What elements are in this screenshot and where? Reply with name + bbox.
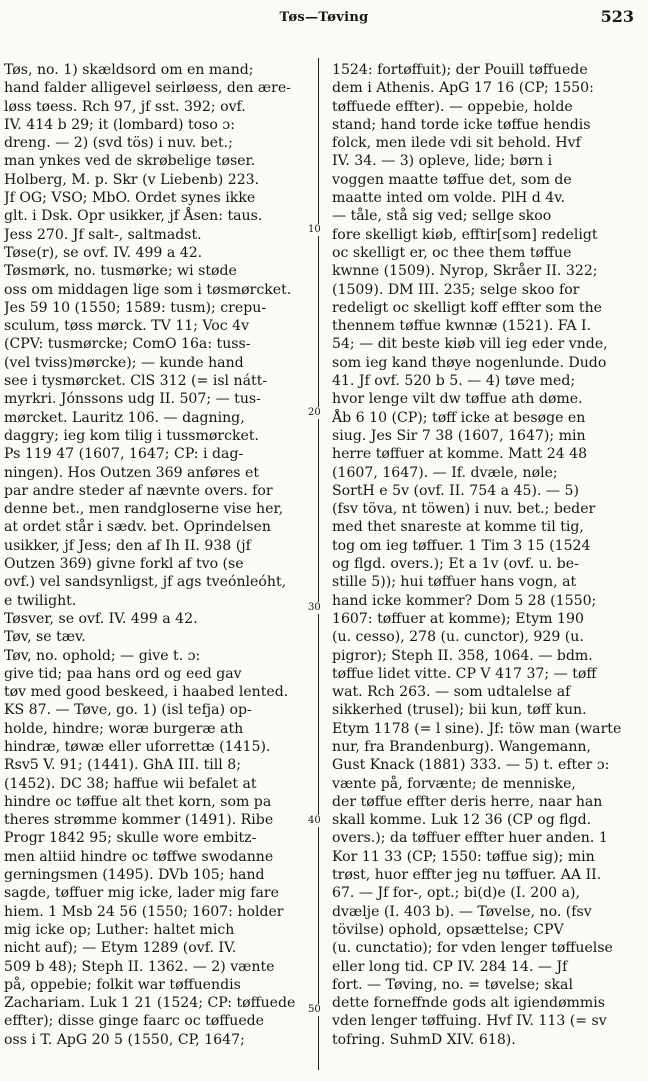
text-line: Kor 11 33 (CP; 1550: tøffue sig); min [332,848,595,865]
text-line: dreng. — 2) (svd tös) i nuv. bet.; [4,135,233,152]
text-line: denne bet., men randgloserne vise her, [4,501,284,518]
page-number: 523 [600,7,634,26]
text-line: gerningsmen (1495). DVb 105; hand [4,867,265,884]
running-head: Tøs—Tøving [279,10,369,25]
text-line: Tøsmørk, no. tusmørke; wi støde [4,263,237,280]
text-line: myrkri. Jónssons udg II. 507; — tus- [4,391,261,408]
text-line: skall komme. Luk 12 36 (CP og flgd. [332,812,592,829]
text-line: 1524: fortøffuit); der Pouill tøffuede [332,62,588,78]
text-line: Jess 270. Jf salt-, saltmadst. [4,226,202,243]
text-line: kwnne (1509). Nyrop, Skråer II. 322; [332,263,598,280]
text-line: og flgd. overs.); Et a 1v (ovf. u. be- [332,556,579,573]
text-line: sikkerhed (trusel); bii kun, tøff kun. [332,702,587,719]
text-line: Jes 59 10 (1550; 1589: tusm); crepu- [4,299,267,316]
page-header [0,6,648,30]
text-line: fore skelligt kiøb, efftir[som] redeligt [332,226,598,243]
text-line: wat. Rch 263. — som udtalelse af [332,684,571,701]
text-line: Gust Knack (1881) 333. — 5) t. efter ɔ: [332,757,610,774]
text-line: Outzen 369) givne forkl af tvo (se [4,556,244,573]
text-line: maatte inted om volde. PlH d 4v. [332,190,566,207]
text-line: herre tøffuer at komme. Matt 24 48 [332,446,588,463]
text-line: dvælje (I. 403 b). — Tøvelse, no. (fsv [332,903,592,920]
text-line: folck, men ilede vdi sit behold. Hvf [332,135,581,152]
right-column [332,61,643,1073]
text-line: stand; hand torde icke tøffue hendis [332,116,591,133]
text-line: Tøv, se tæv. [4,629,86,646]
text-line: med thet snareste at komme til tig, [332,519,584,536]
text-line: tøffuede effter). — oppebie, holde [332,98,573,115]
text-line: IV. 414 b 29; it (lombard) toso ɔ: [4,116,235,133]
text-line: man ynkes ved de skrøbelige tøser. [4,153,256,170]
text-line: glt. i Dsk. Opr usikker, jf Åsen: taus. [4,208,263,225]
text-line: voggen maatte tøffue det, som de [332,171,572,188]
text-line: 67. — Jf for-, opt.; bi(d)e (I. 200 a), [332,885,581,902]
text-line: redeligt oc skelligt koff effter som the [332,299,603,316]
text-line: fort. — Tøving, no. = tøvelse; skal [332,976,573,993]
text-line: 1607: tøffuer at komme); Etym 190 [332,610,584,627]
text-line: dette forneffnde gods alt igiendømmis [332,995,606,1012]
text-line: vænte på, forvænte; de menniske, [332,775,576,792]
line-number-10: 10 [308,224,330,236]
text-line: tofring. SuhmD XIV. 618). [332,1031,516,1048]
text-line: (fsv töva, nt töwen) i nuv. bet.; beder [332,501,596,518]
text-line: Etym 1178 (= l sine). Jf: töw man (warte [332,720,622,737]
line-number-40: 40 [308,815,330,827]
text-line: SortH e 5v (ovf. II. 754 a 45). — 5) [332,482,579,499]
text-line: Zachariam. Luk 1 21 (1524; CP: tøffuede [4,995,296,1012]
text-line: oss i T. ApG 20 5 (1550, CP, 1647; [4,1031,245,1048]
text-line: hiem. 1 Msb 24 56 (1550; 1607: holder [4,903,284,920]
text-line: thennem tøffue kwnnæ (1521). FA I. [332,318,592,335]
text-line: nicht auf); — Etym 1289 (ovf. IV. [4,940,237,957]
text-line: på, oppebie; folkit war tøffuendis [4,976,241,993]
column-divider [318,58,319,1070]
text-line: give tid; paa hans ord og eed gav [4,665,242,682]
text-line: som ieg kand thøye nogenlunde. Dudo [332,354,607,371]
text-line: løss tøess. Rch 97, jf sst. 392; ovf. [4,98,246,115]
text-line: usikker, jf Jess; den af Ih II. 938 (jf [4,537,251,554]
text-line: overs.); da tøffuer effter huer anden. 1 [332,830,608,847]
text-line: (1607, 1647). — If. dvæle, nøle; [332,464,558,481]
text-line: — tåle, stå sig ved; sellge skoo [332,208,552,225]
text-line: tog om ieg tøffuer. 1 Tim 3 15 (1524 [332,537,591,554]
left-column [4,61,306,1073]
text-line: stille 5)); hui tøffuer hans vogn, at [332,574,577,591]
text-line: e twilight. [4,592,77,609]
text-line: eller long tid. CP IV. 284 14. — Jf [332,958,568,975]
text-line: trøst, huor effter jeg nu tøffuer. AA II. [332,867,602,884]
text-line: mig icke op; Luther: haltet mich [4,921,235,938]
text-line: hand falder alligevel seirløess, den ære- [4,80,291,97]
text-line: Tøv, no. ophold; — give t. ɔ: [4,647,201,664]
text-line: Progr 1842 95; skulle wore embitz- [4,830,257,847]
text-line: oss om middagen lige som i tøsmørcket. [4,281,292,298]
text-line: vden lenger tøffuing. Hvf IV. 113 (= sv [332,1013,607,1030]
line-number-30: 30 [308,602,330,614]
text-line: (CPV: tusmørcke; ComO 16a: tuss- [4,336,251,353]
text-line: Rsv5 V. 91; (1441). GhA III. till 8; [4,757,241,774]
text-line: dem i Athenis. ApG 17 16 (CP; 1550: [332,80,594,97]
text-line: (u. cunctatio); for vden lenger tøffuelse [332,940,613,957]
text-line: Tøse(r), se ovf. IV. 499 a 42. [4,244,203,261]
line-number-50: 50 [308,1004,330,1016]
text-line: Tøs, no. 1) skældsord om en mand; [4,62,254,78]
text-line: Tøsver, se ovf. IV. 499 a 42. [4,610,198,627]
text-line: par andre steder af nævnte overs. for [4,482,273,499]
text-line: holde, hindre; woræ burgeræ ath [4,720,244,737]
text-line: tøv med good beskeed, i haabed lented. [4,684,289,701]
text-line: Ps 119 47 (1607, 1647; CP: i dag- [4,446,244,463]
line-number-20: 20 [308,407,330,419]
text-line: men altiid hindre oc tøffwe swodanne [4,848,274,865]
text-line: at ordet står i sædv. bet. Oprindelsen [4,519,271,536]
text-line: see i tysmørcket. ClS 312 (= isl nátt- [4,373,268,390]
text-line: theres strømme kommer (1491). Ribe [4,812,274,829]
text-line: (u. cesso), 278 (u. cunctor), 929 (u. [332,629,584,646]
text-line: tøffue lidet vitte. CP V 417 37; — tøff [332,665,597,682]
text-line: ovf.) vel sandsynligst, jf ags tveónleóht, [4,574,287,591]
text-line: hand icke kommer? Dom 5 28 (1550; [332,592,597,609]
text-line: Jf OG; VSO; MbO. Ordet synes ikke [4,190,256,207]
text-line: nur, fra Brandenburg). Wangemann, [332,738,591,755]
text-line: mørcket. Lauritz 106. — dagning, [4,409,245,426]
text-line: tövilse) ophold, opsættelse; CPV [332,921,564,938]
text-line: oc skelligt er, oc thee them tøffue [332,244,572,261]
text-line: siug. Jes Sir 7 38 (1607, 1647); min [332,427,586,444]
text-line: Åb 6 10 (CP); tøff icke at besøge en [332,409,586,426]
text-line: 509 b 48); Steph II. 1362. — 2) vænte [4,958,275,975]
text-line: hindre oc tøffue alt thet korn, som pa [4,793,272,810]
text-line: 41. Jf ovf. 520 b 5. — 4) tøve med; [332,373,576,390]
text-line: 54; — dit beste kiøb vill ieg eder vnde, [332,336,608,353]
text-line: daggry; ieg kom tilig i tussmørcket. [4,427,260,444]
text-line: KS 87. — Tøve, go. 1) (isl tefja) op- [4,702,252,719]
text-line: hvor lenge vilt dw tøffue ath døme. [332,391,583,408]
text-line: effter); disse ginge faarc oc tøffuede [4,1013,265,1030]
text-line: sagde, tøffuer mig icke, lader mig fare [4,885,279,902]
text-line: ningen). Hos Outzen 369 anføres et [4,464,260,481]
text-line: (vel tviss)mørcke); — kunde hand [4,354,244,371]
text-line: pigror); Steph II. 358, 1064. — bdm. [332,647,593,664]
text-line: IV. 34. — 3) opleve, lide; børn i [332,153,553,170]
text-line: (1509). DM III. 235; selge skoo for [332,281,580,298]
text-line: sculum, tøss mørck. TV 11; Voc 4v [4,318,250,335]
text-line: Holberg, M. p. Skr (v Liebenb) 223. [4,171,260,188]
text-line: der tøffue effter deris herre, naar han [332,793,603,810]
text-line: (1452). DC 38; haffue wii befalet at [4,775,257,792]
text-line: hindræ, tøwæ eller uforrettæ (1415). [4,738,271,755]
